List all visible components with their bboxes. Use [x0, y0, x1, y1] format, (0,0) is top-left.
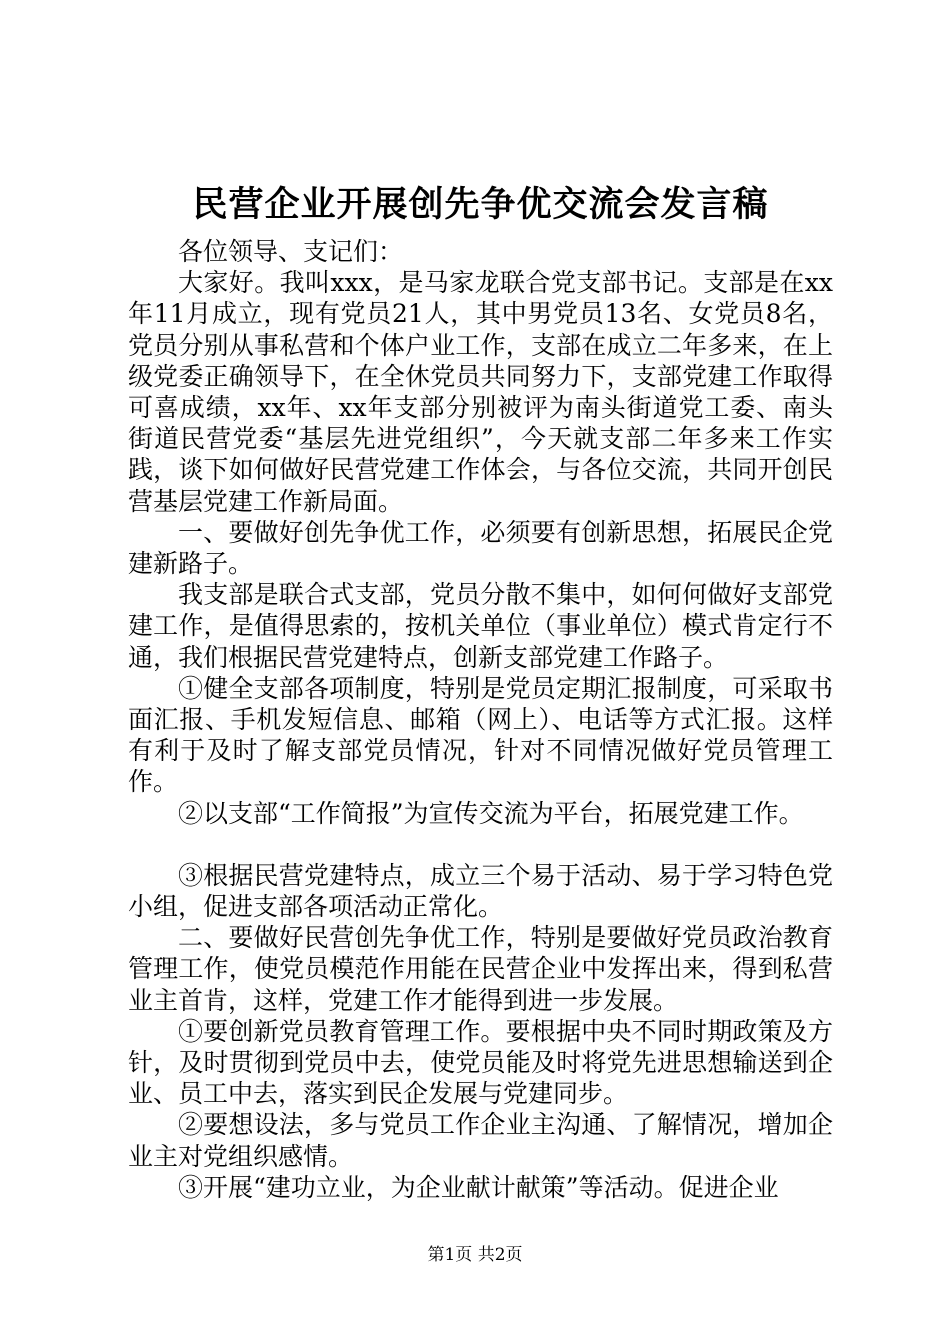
document-title: 民营企业开展创先争优交流会发言稿	[192, 184, 769, 225]
list-item-1-3: ③根据民营党建特点，成立三个易于活动、易于学习特色党小组，促进支部各项活动正常化。	[128, 860, 833, 922]
paragraph-section-1: 我支部是联合式支部，党员分散不集中，如何何做好支部党建工作，是值得思索的，按机关单位（事业单位）模式肯定行不通，我们根据民营党建特点，创新支部党建工作路子。	[128, 580, 833, 672]
page-footer: 第1页 共2页	[427, 1245, 523, 1265]
section-heading-2: 二、要做好民营创先争优工作，特别是要做好党员政治教育管理工作，使党员模范作用能在民营企业中发挥出来，得到私营业主首肯，这样，党建工作才能得到进一步发展。	[128, 923, 833, 1015]
salutation: 各位领导、支记们：	[178, 237, 404, 266]
section-heading-1: 一、要做好创先争优工作，必须要有创新思想，拓展民企党建新路子。	[128, 517, 833, 579]
list-item-2-1: ①要创新党员教育管理工作。要根据中央不同时期政策及方针，及时贯彻到党员中去，使党员能及时将党先进思想输送到企业、员工中去，落实到民企发展与党建同步。	[128, 1016, 833, 1109]
list-item-2-3: ③开展“建功立业，为企业献计献策”等活动。促进企业	[178, 1172, 779, 1202]
list-item-1-2: ②以支部“工作简报”为宣传交流为平台，拓展党建工作。	[178, 798, 804, 828]
document-page	[128, 180, 833, 1203]
document-body	[128, 236, 833, 1203]
list-item-2-2: ②要想设法，多与党员工作企业主沟通、了解情况，增加企业主对党组织感情。	[128, 1110, 833, 1171]
paragraph-intro: 大家好。我叫xxx，是马家龙联合党支部书记。支部是在xx年11月成立，现有党员21人，其中男党员13名、女党员8名，党员分别从事私营和个体户业工作，支部在成立二年多来，在上级党委正确领导下，在全休党员共同努力下，支部党建工作取得可喜成绩，xx年、xx年支部分别被评为南头街道党工委、南头街道民营党委“基层先进党组织”，今天就支部二年多来工作实践，谈下如何做好民营党建工作体会，与各位交流，共同开创民营基层党建工作新局面。	[128, 268, 833, 516]
list-item-1-1: ①健全支部各项制度，特别是党员定期汇报制度，可采取书面汇报、手机发短信息、邮箱（网上）、电话等方式汇报。这样有利于及时了解支部党员情况，针对不同情况做好党员管理工作。	[128, 673, 833, 797]
